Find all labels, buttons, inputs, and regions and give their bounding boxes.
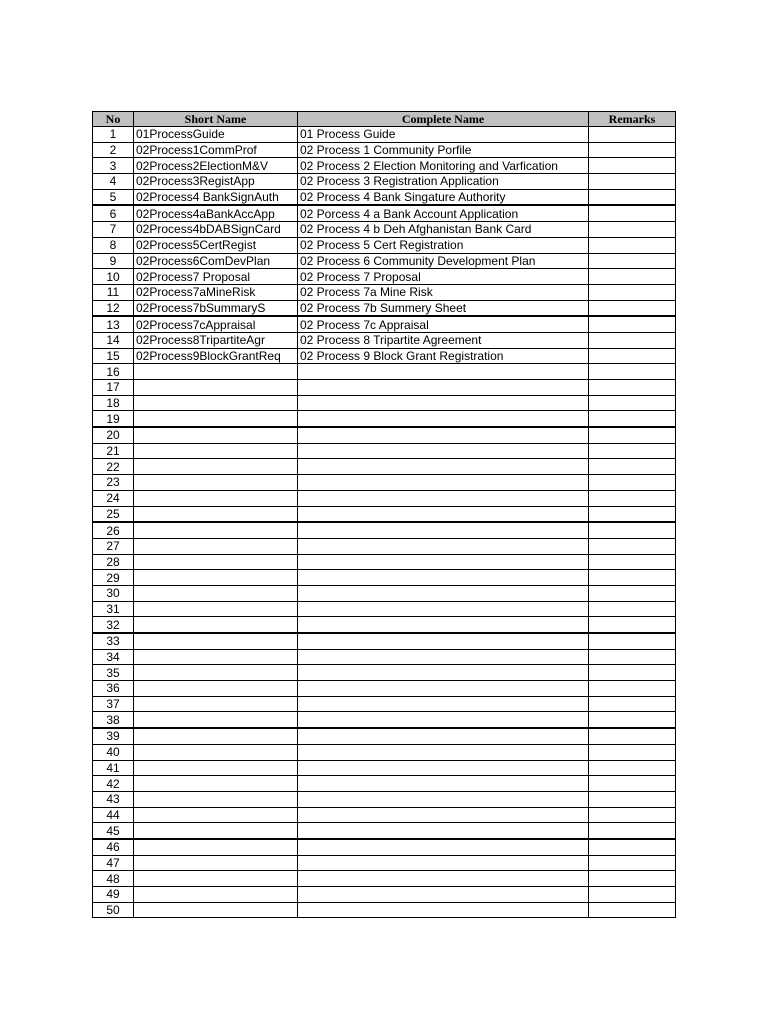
table-row — [93, 633, 676, 649]
cell-no: 12 — [93, 300, 134, 316]
table-row — [93, 902, 676, 918]
table-row — [93, 205, 676, 221]
table-row — [93, 855, 676, 871]
cell-remarks — [589, 395, 676, 411]
cell-complete-name — [298, 712, 589, 728]
cell-no: 22 — [93, 459, 134, 475]
table-row — [93, 300, 676, 316]
cell-short-name — [134, 395, 298, 411]
cell-short-name: 02Process7aMineRisk — [134, 284, 298, 300]
cell-short-name — [134, 696, 298, 712]
cell-remarks — [589, 427, 676, 443]
table-row — [93, 712, 676, 728]
cell-no: 3 — [93, 158, 134, 174]
table-row — [93, 554, 676, 570]
cell-no: 9 — [93, 253, 134, 269]
cell-short-name — [134, 902, 298, 918]
cell-short-name — [134, 776, 298, 792]
cell-no: 29 — [93, 570, 134, 586]
cell-complete-name — [298, 649, 589, 665]
table-row — [93, 538, 676, 554]
cell-remarks — [589, 174, 676, 190]
cell-no: 34 — [93, 649, 134, 665]
cell-short-name — [134, 807, 298, 823]
table-row — [93, 585, 676, 601]
cell-complete-name: 02 Process 9 Block Grant Registration — [298, 348, 589, 364]
cell-remarks — [589, 158, 676, 174]
cell-no: 7 — [93, 222, 134, 238]
cell-short-name — [134, 570, 298, 586]
cell-no: 6 — [93, 205, 134, 221]
cell-no: 46 — [93, 839, 134, 855]
cell-remarks — [589, 585, 676, 601]
cell-remarks — [589, 712, 676, 728]
table-row — [93, 411, 676, 427]
cell-no: 20 — [93, 427, 134, 443]
cell-complete-name — [298, 839, 589, 855]
cell-remarks — [589, 459, 676, 475]
table-row — [93, 364, 676, 380]
cell-short-name: 02Process6ComDevPlan — [134, 253, 298, 269]
cell-remarks — [589, 443, 676, 459]
table-row — [93, 189, 676, 205]
cell-no: 48 — [93, 871, 134, 887]
table-row — [93, 222, 676, 238]
cell-complete-name: 02 Process 1 Community Porfile — [298, 142, 589, 158]
table-body — [93, 127, 676, 918]
cell-short-name — [134, 823, 298, 839]
cell-remarks — [589, 791, 676, 807]
table-row — [93, 681, 676, 697]
cell-no: 39 — [93, 728, 134, 744]
cell-complete-name: 02 Process 5 Cert Registration — [298, 237, 589, 253]
table-row — [93, 237, 676, 253]
table-row — [93, 871, 676, 887]
cell-remarks — [589, 522, 676, 538]
table-row — [93, 174, 676, 190]
cell-short-name — [134, 649, 298, 665]
cell-short-name — [134, 554, 298, 570]
cell-no: 2 — [93, 142, 134, 158]
cell-complete-name — [298, 696, 589, 712]
cell-short-name — [134, 475, 298, 491]
table-row — [93, 380, 676, 396]
cell-remarks — [589, 127, 676, 143]
table-row — [93, 570, 676, 586]
cell-short-name — [134, 538, 298, 554]
cell-complete-name — [298, 681, 589, 697]
cell-no: 49 — [93, 887, 134, 903]
cell-no: 19 — [93, 411, 134, 427]
cell-short-name — [134, 665, 298, 681]
cell-complete-name: 02 Process 2 Election Monitoring and Varfication — [298, 158, 589, 174]
cell-no: 14 — [93, 332, 134, 348]
cell-complete-name — [298, 728, 589, 744]
cell-no: 21 — [93, 443, 134, 459]
cell-complete-name — [298, 506, 589, 522]
cell-remarks — [589, 253, 676, 269]
cell-complete-name — [298, 823, 589, 839]
cell-complete-name — [298, 538, 589, 554]
table-row — [93, 506, 676, 522]
cell-no: 13 — [93, 316, 134, 332]
header-row — [93, 112, 676, 127]
cell-short-name: 02Process4aBankAccApp — [134, 205, 298, 221]
cell-short-name — [134, 490, 298, 506]
cell-remarks — [589, 649, 676, 665]
table-row — [93, 728, 676, 744]
table-row — [93, 522, 676, 538]
cell-complete-name — [298, 791, 589, 807]
cell-remarks — [589, 237, 676, 253]
cell-no: 32 — [93, 617, 134, 633]
table-row — [93, 127, 676, 143]
cell-short-name: 02Process8TripartiteAgr — [134, 332, 298, 348]
cell-short-name: 02Process1CommProf — [134, 142, 298, 158]
table-row — [93, 332, 676, 348]
cell-complete-name — [298, 585, 589, 601]
cell-short-name — [134, 712, 298, 728]
cell-remarks — [589, 411, 676, 427]
cell-short-name: 02Process2ElectionM&V — [134, 158, 298, 174]
cell-complete-name — [298, 490, 589, 506]
table-row — [93, 887, 676, 903]
cell-no: 15 — [93, 348, 134, 364]
cell-complete-name — [298, 395, 589, 411]
cell-short-name: 02Process5CertRegist — [134, 237, 298, 253]
cell-complete-name — [298, 411, 589, 427]
cell-short-name — [134, 744, 298, 760]
cell-no: 26 — [93, 522, 134, 538]
cell-remarks — [589, 696, 676, 712]
cell-complete-name — [298, 887, 589, 903]
cell-short-name — [134, 364, 298, 380]
cell-no: 38 — [93, 712, 134, 728]
cell-no: 47 — [93, 855, 134, 871]
cell-remarks — [589, 902, 676, 918]
cell-remarks — [589, 807, 676, 823]
cell-no: 44 — [93, 807, 134, 823]
cell-complete-name: 02 Process 6 Community Development Plan — [298, 253, 589, 269]
cell-remarks — [589, 570, 676, 586]
table-row — [93, 427, 676, 443]
cell-short-name: 02Process3RegistApp — [134, 174, 298, 190]
table-row — [93, 791, 676, 807]
cell-no: 50 — [93, 902, 134, 918]
cell-no: 25 — [93, 506, 134, 522]
table-row — [93, 348, 676, 364]
cell-complete-name — [298, 427, 589, 443]
cell-no: 41 — [93, 760, 134, 776]
cell-complete-name — [298, 744, 589, 760]
table-row — [93, 475, 676, 491]
cell-short-name — [134, 791, 298, 807]
cell-remarks — [589, 554, 676, 570]
cell-no: 11 — [93, 284, 134, 300]
table-row — [93, 665, 676, 681]
cell-remarks — [589, 380, 676, 396]
cell-complete-name: 02 Process 4 Bank Singature Authority — [298, 189, 589, 205]
cell-complete-name — [298, 380, 589, 396]
table-row — [93, 395, 676, 411]
cell-short-name — [134, 522, 298, 538]
cell-complete-name: 02 Process 3 Registration Application — [298, 174, 589, 190]
cell-remarks — [589, 633, 676, 649]
cell-no: 1 — [93, 127, 134, 143]
cell-complete-name — [298, 364, 589, 380]
cell-short-name — [134, 839, 298, 855]
cell-complete-name — [298, 871, 589, 887]
cell-no: 42 — [93, 776, 134, 792]
cell-no: 18 — [93, 395, 134, 411]
table-row — [93, 696, 676, 712]
table-row — [93, 269, 676, 285]
cell-complete-name — [298, 633, 589, 649]
cell-no: 40 — [93, 744, 134, 760]
cell-no: 30 — [93, 585, 134, 601]
table-row — [93, 158, 676, 174]
cell-short-name — [134, 506, 298, 522]
cell-no: 5 — [93, 189, 134, 205]
cell-short-name — [134, 617, 298, 633]
cell-remarks — [589, 665, 676, 681]
cell-remarks — [589, 823, 676, 839]
cell-complete-name — [298, 902, 589, 918]
table-row — [93, 490, 676, 506]
cell-complete-name: 02 Process 7b Summery Sheet — [298, 300, 589, 316]
cell-no: 4 — [93, 174, 134, 190]
table-row — [93, 760, 676, 776]
cell-no: 10 — [93, 269, 134, 285]
cell-complete-name — [298, 617, 589, 633]
table-row — [93, 823, 676, 839]
cell-remarks — [589, 316, 676, 332]
cell-short-name — [134, 681, 298, 697]
cell-remarks — [589, 475, 676, 491]
cell-no: 35 — [93, 665, 134, 681]
cell-remarks — [589, 855, 676, 871]
cell-short-name — [134, 585, 298, 601]
cell-no: 23 — [93, 475, 134, 491]
table-row — [93, 617, 676, 633]
cell-short-name — [134, 728, 298, 744]
cell-complete-name — [298, 475, 589, 491]
table-row — [93, 443, 676, 459]
cell-remarks — [589, 601, 676, 617]
cell-complete-name: 02 Process 7 Proposal — [298, 269, 589, 285]
cell-remarks — [589, 348, 676, 364]
cell-remarks — [589, 681, 676, 697]
table-row — [93, 284, 676, 300]
table-row — [93, 142, 676, 158]
header-remarks: Remarks — [589, 112, 676, 127]
cell-complete-name — [298, 807, 589, 823]
cell-remarks — [589, 490, 676, 506]
table-row — [93, 776, 676, 792]
cell-remarks — [589, 728, 676, 744]
cell-remarks — [589, 332, 676, 348]
cell-no: 45 — [93, 823, 134, 839]
cell-complete-name — [298, 665, 589, 681]
cell-short-name: 01ProcessGuide — [134, 127, 298, 143]
cell-no: 36 — [93, 681, 134, 697]
cell-short-name: 02Process9BlockGrantReq — [134, 348, 298, 364]
cell-complete-name — [298, 570, 589, 586]
header-short-name: Short Name — [134, 112, 298, 127]
cell-remarks — [589, 887, 676, 903]
cell-complete-name — [298, 459, 589, 475]
cell-remarks — [589, 205, 676, 221]
header-complete-name: Complete Name — [298, 112, 589, 127]
cell-short-name — [134, 443, 298, 459]
cell-no: 37 — [93, 696, 134, 712]
cell-short-name — [134, 427, 298, 443]
header-no: No — [93, 112, 134, 127]
cell-no: 31 — [93, 601, 134, 617]
cell-complete-name — [298, 601, 589, 617]
cell-no: 24 — [93, 490, 134, 506]
cell-complete-name — [298, 855, 589, 871]
table-row — [93, 253, 676, 269]
cell-remarks — [589, 871, 676, 887]
cell-remarks — [589, 364, 676, 380]
cell-remarks — [589, 189, 676, 205]
cell-no: 27 — [93, 538, 134, 554]
cell-short-name — [134, 601, 298, 617]
cell-complete-name — [298, 760, 589, 776]
cell-no: 16 — [93, 364, 134, 380]
cell-remarks — [589, 839, 676, 855]
cell-remarks — [589, 506, 676, 522]
table-row — [93, 839, 676, 855]
cell-remarks — [589, 142, 676, 158]
cell-remarks — [589, 222, 676, 238]
cell-short-name — [134, 380, 298, 396]
cell-remarks — [589, 284, 676, 300]
cell-complete-name: 02 Process 8 Tripartite Agreement — [298, 332, 589, 348]
cell-remarks — [589, 269, 676, 285]
cell-short-name: 02Process7bSummaryS — [134, 300, 298, 316]
cell-short-name: 02Process7cAppraisal — [134, 316, 298, 332]
cell-no: 43 — [93, 791, 134, 807]
table-row — [93, 316, 676, 332]
cell-complete-name — [298, 443, 589, 459]
cell-no: 8 — [93, 237, 134, 253]
cell-complete-name: 02 Process 4 b Deh Afghanistan Bank Card — [298, 222, 589, 238]
cell-remarks — [589, 744, 676, 760]
cell-short-name — [134, 887, 298, 903]
cell-no: 17 — [93, 380, 134, 396]
cell-complete-name: 02 Process 7a Mine Risk — [298, 284, 589, 300]
cell-no: 28 — [93, 554, 134, 570]
table-row — [93, 649, 676, 665]
cell-remarks — [589, 300, 676, 316]
cell-short-name: 02Process7 Proposal — [134, 269, 298, 285]
cell-complete-name — [298, 776, 589, 792]
cell-short-name — [134, 760, 298, 776]
cell-short-name — [134, 459, 298, 475]
cell-short-name — [134, 871, 298, 887]
cell-complete-name: 01 Process Guide — [298, 127, 589, 143]
cell-short-name: 02Process4 BankSignAuth — [134, 189, 298, 205]
cell-remarks — [589, 617, 676, 633]
table-row — [93, 459, 676, 475]
cell-complete-name — [298, 522, 589, 538]
cell-complete-name: 02 Process 7c Appraisal — [298, 316, 589, 332]
cell-no: 33 — [93, 633, 134, 649]
cell-short-name — [134, 855, 298, 871]
cell-complete-name: 02 Porcess 4 a Bank Account Application — [298, 205, 589, 221]
cell-remarks — [589, 538, 676, 554]
table-row — [93, 807, 676, 823]
cell-short-name — [134, 633, 298, 649]
table-row — [93, 601, 676, 617]
file-index-table — [92, 111, 676, 918]
cell-short-name: 02Process4bDABSignCard — [134, 222, 298, 238]
cell-remarks — [589, 776, 676, 792]
cell-short-name — [134, 411, 298, 427]
table-row — [93, 744, 676, 760]
cell-remarks — [589, 760, 676, 776]
cell-complete-name — [298, 554, 589, 570]
